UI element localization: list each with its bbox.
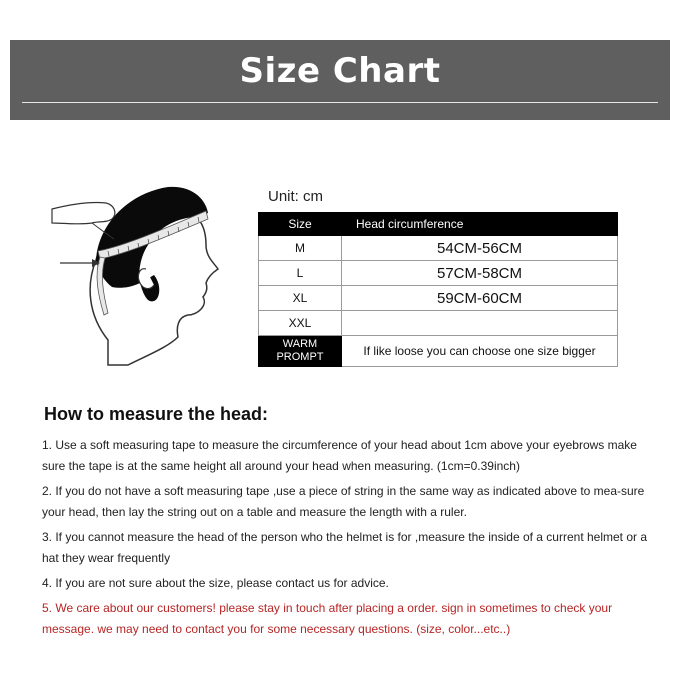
- unit-label: Unit: cm: [268, 188, 324, 205]
- circumference-cell: 59CM-60CM: [342, 286, 618, 311]
- banner-divider: [22, 102, 658, 103]
- table-row: [259, 236, 618, 261]
- size-cell: L: [259, 261, 342, 286]
- header-head-circumference: Head circumference: [342, 213, 618, 236]
- measure-step: 4. If you are not sure about the size, please contact us for advice.: [42, 576, 389, 590]
- circumference-cell: 57CM-58CM: [342, 261, 618, 286]
- measure-step: 2. If you do not have a soft measuring tape ,use a piece of string in the same way as indicated above to mea-sure your head, then lay the string out on a table and measure the length with a ruler.: [42, 484, 645, 519]
- warm-prompt-label-line1: WARM: [282, 338, 318, 350]
- warm-prompt-label: [259, 336, 342, 367]
- table-header-row: [259, 213, 618, 236]
- warm-prompt-label-line2: PROMPT: [276, 351, 324, 363]
- measure-step: 1. Use a soft measuring tape to measure the circumference of your head about 1cm above your eyebrows make sure the tape is at the same height all around your head when measuring. (1cm=0.39inch): [42, 438, 637, 473]
- table-row: [259, 311, 618, 336]
- size-cell: M: [259, 236, 342, 261]
- table-row: [259, 261, 618, 286]
- page-title: Size Chart: [239, 51, 441, 91]
- circumference-cell: [342, 311, 618, 336]
- table-row: [259, 286, 618, 311]
- measure-heading: How to measure the head:: [44, 404, 269, 424]
- size-chart-banner: [10, 40, 670, 120]
- measure-steps: [42, 435, 650, 644]
- head-measuring-illustration: [48, 165, 233, 375]
- measure-step: 3. If you cannot measure the head of the person who the helmet is for ,measure the inside of a current helmet or a hat they wear frequently: [42, 530, 648, 565]
- size-table: [258, 212, 618, 367]
- warm-prompt-row: [259, 336, 618, 367]
- warm-prompt-text: If like loose you can choose one size bigger: [342, 336, 618, 367]
- size-cell: XXL: [259, 311, 342, 336]
- circumference-cell: 54CM-56CM: [342, 236, 618, 261]
- size-cell: XL: [259, 286, 342, 311]
- customer-care-note: 5. We care about our customers! please stay in touch after placing a order. sign in sometimes to check your message. we may need to contact you for some necessary questions. (size, color...etc..): [42, 601, 613, 636]
- header-size: Size: [259, 213, 342, 236]
